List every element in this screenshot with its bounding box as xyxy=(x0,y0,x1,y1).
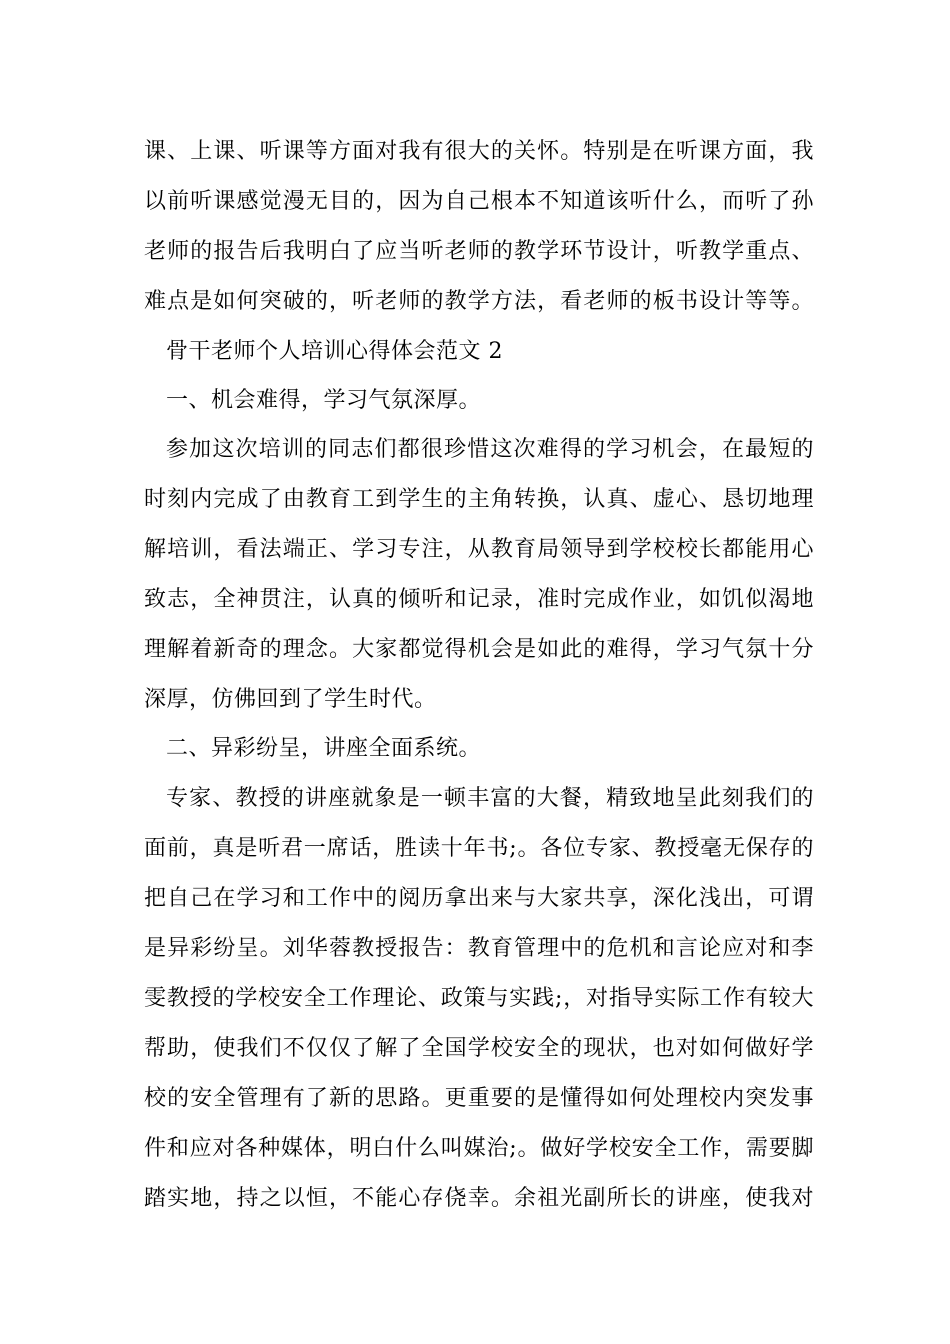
paragraph-line: 理解着新奇的理念。大家都觉得机会是如此的难得，学习气氛十分 xyxy=(144,637,814,662)
paragraph-line: 老师的报告后我明白了应当听老师的教学环节设计，听教学重点、 xyxy=(144,239,814,264)
paragraph-line: 面前，真是听君一席话，胜读十年书;。各位专家、教授毫无保存的 xyxy=(144,836,814,861)
paragraph-line: 解培训，看法端正、学习专注，从教育局领导到学校校长都能用心 xyxy=(144,537,814,562)
section-heading: 骨干老师个人培训心得体会范文 2 xyxy=(166,339,503,364)
subsection-title: 一、机会难得，学习气氛深厚。 xyxy=(166,388,482,413)
paragraph-line: 时刻内完成了由教育工到学生的主角转换，认真、虚心、恳切地理 xyxy=(144,487,814,512)
paragraph-line: 件和应对各种媒体，明白什么叫媒治;。做好学校安全工作，需要脚 xyxy=(144,1136,814,1161)
paragraph-line: 课、上课、听课等方面对我有很大的关怀。特别是在听课方面，我 xyxy=(144,139,814,164)
subsection-title: 二、异彩纷呈，讲座全面系统。 xyxy=(166,736,482,761)
paragraph-line: 以前听课感觉漫无目的，因为自己根本不知道该听什么，而听了孙 xyxy=(144,189,814,214)
paragraph-line: 把自己在学习和工作中的阅历拿出来与大家共享，深化浅出，可谓 xyxy=(144,886,814,911)
paragraph-line: 深厚，仿佛回到了学生时代。 xyxy=(144,687,437,712)
paragraph-line: 雯教授的学校安全工作理论、政策与实践;，对指导实际工作有较大 xyxy=(144,986,814,1011)
paragraph-line: 致志，全神贯注，认真的倾听和记录，准时完成作业，如饥似渴地 xyxy=(144,587,814,612)
paragraph-line: 难点是如何突破的，听老师的教学方法，看老师的板书设计等等。 xyxy=(144,289,814,314)
paragraph-line: 帮助，使我们不仅仅了解了全国学校安全的现状，也对如何做好学 xyxy=(144,1036,814,1061)
paragraph-line: 校的安全管理有了新的思路。更重要的是懂得如何处理校内突发事 xyxy=(144,1086,814,1111)
paragraph-line: 参加这次培训的同志们都很珍惜这次难得的学习机会，在最短的 xyxy=(166,437,814,462)
paragraph-line: 专家、教授的讲座就象是一顿丰富的大餐，精致地呈此刻我们的 xyxy=(166,786,814,811)
paragraph-line: 踏实地，持之以恒，不能心存侥幸。余祖光副所长的讲座，使我对 xyxy=(144,1186,814,1211)
paragraph-line: 是异彩纷呈。刘华蓉教授报告：教育管理中的危机和言论应对和李 xyxy=(144,936,814,961)
